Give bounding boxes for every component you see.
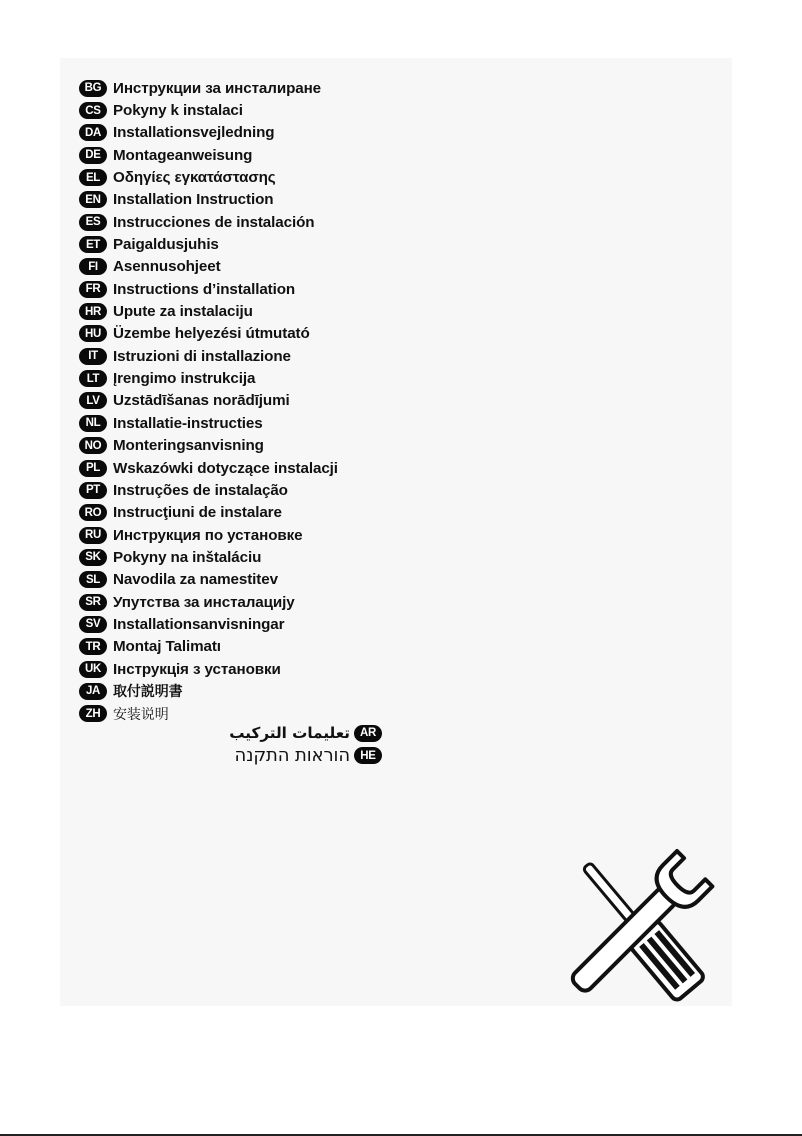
language-item-he <box>200 745 382 768</box>
language-title: הוראות התקנה <box>234 745 350 767</box>
language-title: Instruções de instalação <box>113 481 288 499</box>
language-item-bg <box>79 77 338 99</box>
language-code-badge: SR <box>79 594 107 611</box>
language-item-fr <box>79 278 338 300</box>
language-code-badge: PL <box>79 460 107 477</box>
language-title: Istruzioni di installazione <box>113 347 291 365</box>
language-code-badge: RU <box>79 527 107 544</box>
language-title: Monteringsanvisning <box>113 437 264 455</box>
language-list <box>79 77 338 725</box>
language-title: Navodila za namestitev <box>113 571 278 589</box>
language-item-ru <box>79 524 338 546</box>
language-title: Pokyny k instalaci <box>113 102 243 120</box>
language-code-badge: IT <box>79 348 107 365</box>
language-code-badge: HE <box>354 747 382 764</box>
language-title: Upute za instalaciju <box>113 303 253 321</box>
language-title: Installationsvejledning <box>113 124 275 142</box>
language-item-en <box>79 189 338 211</box>
language-title: Asennusohjeet <box>113 258 221 276</box>
language-title: Instrucţiuni de instalare <box>113 504 282 522</box>
language-title: Paigaldusjuhis <box>113 236 219 254</box>
language-title: Installatie-instructies <box>113 414 263 432</box>
language-item-no <box>79 435 338 457</box>
wrench-and-screwdriver-icon <box>548 838 724 1014</box>
language-code-badge: HU <box>79 325 107 342</box>
language-item-nl <box>79 412 338 434</box>
language-title: Installationsanvisningar <box>113 615 285 633</box>
language-item-cs <box>79 99 338 121</box>
language-code-badge: UK <box>79 661 107 678</box>
language-item-sl <box>79 569 338 591</box>
language-title: Installation Instruction <box>113 191 274 209</box>
language-item-it <box>79 345 338 367</box>
language-code-badge: FI <box>79 258 107 275</box>
language-item-sr <box>79 591 338 613</box>
language-code-badge: ET <box>79 236 107 253</box>
language-code-badge: DE <box>79 147 107 164</box>
language-title: Montaj Talimatı <box>113 638 221 656</box>
language-code-badge: SL <box>79 571 107 588</box>
language-code-badge: NO <box>79 437 107 454</box>
language-code-badge: TR <box>79 638 107 655</box>
language-code-badge: EN <box>79 191 107 208</box>
language-item-tr <box>79 636 338 658</box>
language-title: Montageanweisung <box>113 146 253 164</box>
language-item-hu <box>79 323 338 345</box>
language-code-badge: AR <box>354 725 382 742</box>
language-code-badge: JA <box>79 683 107 700</box>
language-item-ro <box>79 502 338 524</box>
language-item-ar <box>200 722 382 745</box>
language-item-et <box>79 233 338 255</box>
language-title: 取付説明書 <box>113 684 183 701</box>
language-title: Uzstādīšanas norādījumi <box>113 392 290 410</box>
language-code-badge: LT <box>79 370 107 387</box>
language-code-badge: FR <box>79 281 107 298</box>
language-item-lv <box>79 390 338 412</box>
language-code-badge: SV <box>79 616 107 633</box>
language-item-lt <box>79 367 338 389</box>
language-item-el <box>79 166 338 188</box>
language-code-badge: RO <box>79 504 107 521</box>
language-item-fi <box>79 256 338 278</box>
language-code-badge: EL <box>79 169 107 186</box>
language-title: Instructions d’installation <box>113 280 296 298</box>
language-code-badge: PT <box>79 482 107 499</box>
language-title: Οδηγίες εγκατάστασης <box>113 169 276 187</box>
language-item-es <box>79 211 338 233</box>
language-title: Упутства за инсталацију <box>113 593 295 611</box>
language-title: Інструкція з установки <box>113 660 281 678</box>
language-item-uk <box>79 658 338 680</box>
language-code-badge: ES <box>79 214 107 231</box>
language-item-pl <box>79 457 338 479</box>
language-code-badge: DA <box>79 124 107 141</box>
language-title: Instrucciones de instalación <box>113 213 315 231</box>
language-item-da <box>79 122 338 144</box>
language-code-badge: BG <box>79 80 107 97</box>
language-code-badge: SK <box>79 549 107 566</box>
language-code-badge: LV <box>79 392 107 409</box>
language-item-ja <box>79 680 338 702</box>
language-code-badge: CS <box>79 102 107 119</box>
language-item-hr <box>79 300 338 322</box>
language-item-de <box>79 144 338 166</box>
language-code-badge: ZH <box>79 705 107 722</box>
language-code-badge: NL <box>79 415 107 432</box>
rtl-language-list <box>200 722 382 767</box>
language-item-pt <box>79 479 338 501</box>
language-title: Üzembe helyezési útmutató <box>113 325 310 343</box>
language-code-badge: HR <box>79 303 107 320</box>
language-title: Įrengimo instrukcija <box>113 370 256 388</box>
language-title: Инструкция по установке <box>113 526 303 544</box>
language-title: Pokyny na inštaláciu <box>113 548 262 566</box>
language-title: Инструкции за инсталиране <box>113 79 322 97</box>
language-title: 安装说明 <box>113 706 169 723</box>
language-title: Wskazówki dotyczące instalacji <box>113 459 338 477</box>
language-item-sk <box>79 546 338 568</box>
language-item-sv <box>79 613 338 635</box>
language-title: تعليمات التركيب <box>229 724 350 743</box>
